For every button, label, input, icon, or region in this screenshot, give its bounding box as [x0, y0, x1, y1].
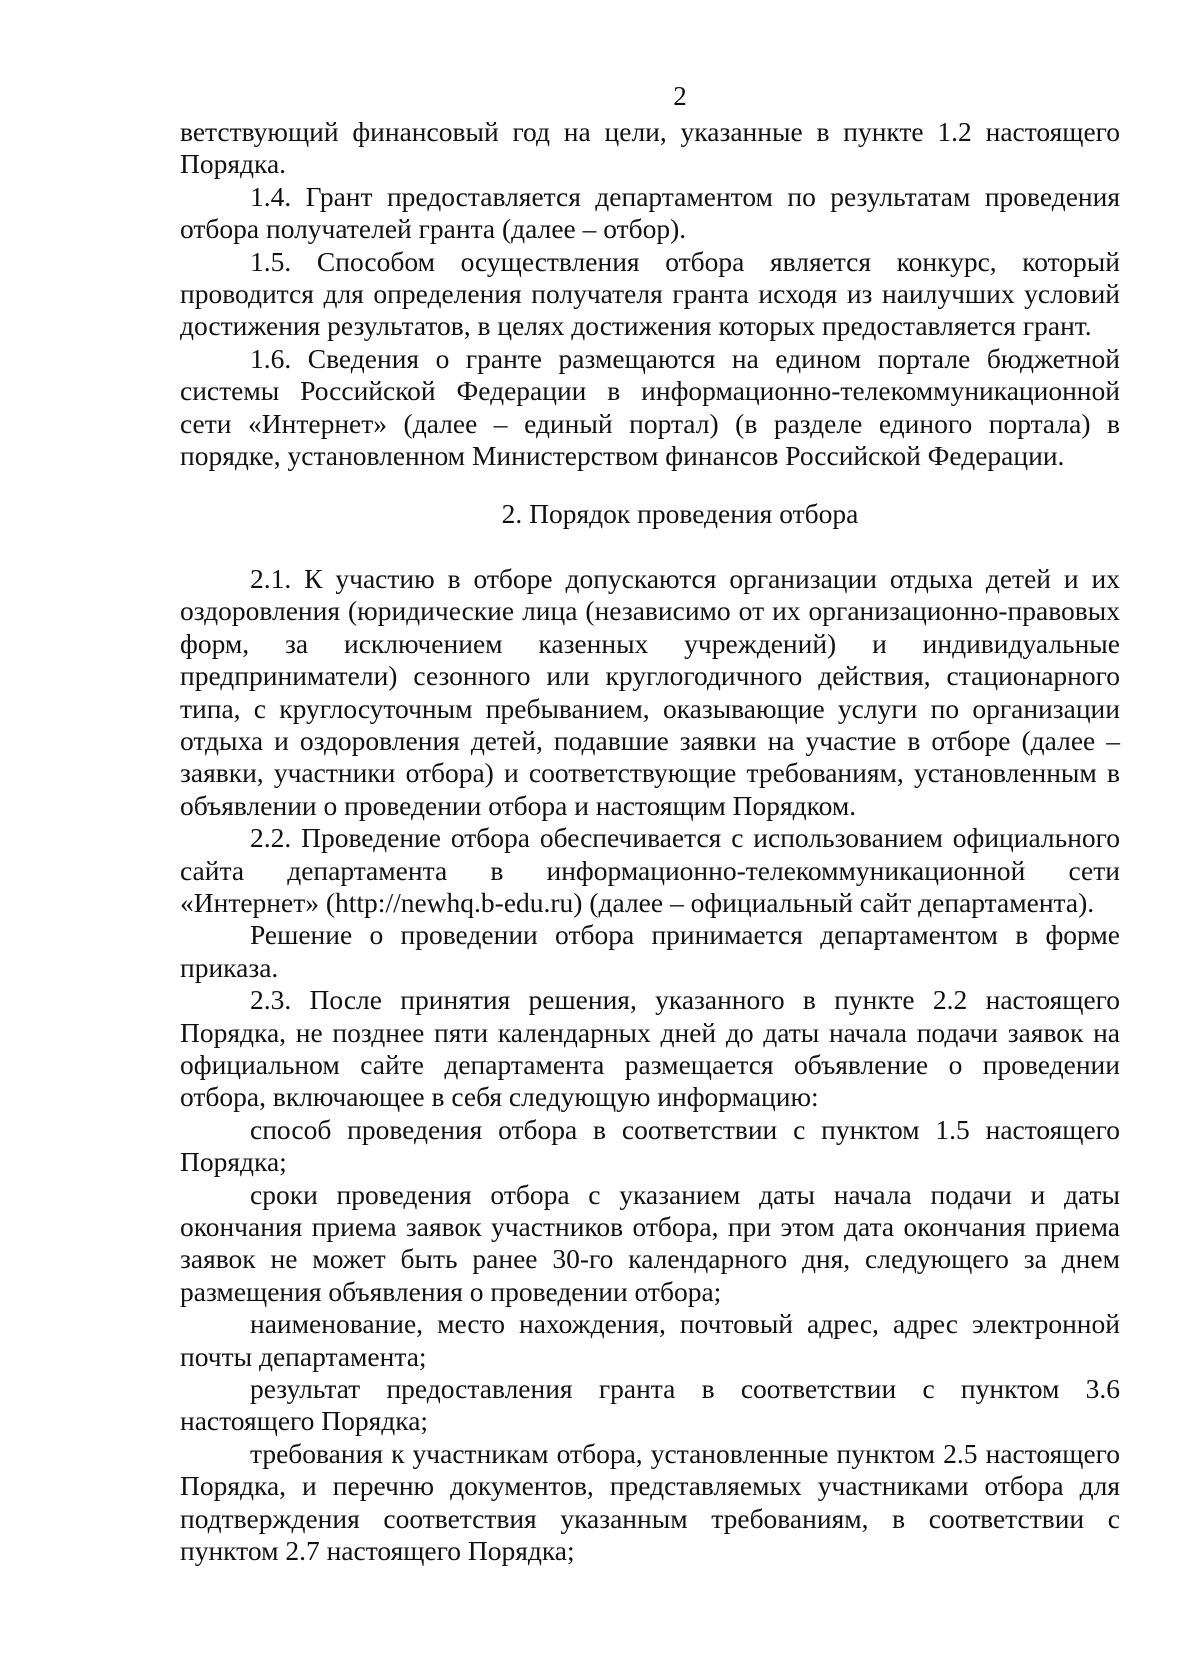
list-item-requirements: требования к участникам отбора, установленные пунктом 2.5 настоящего Порядка, и перечню документов, представляемых участниками отбора для подтверждения соответствия указанным требованиям, в соответствии с пунктом 2.7 настоящего Порядка; — [180, 1437, 1120, 1567]
paragraph-2-1: 2.1. К участию в отборе допускаются организации отдыха детей и их оздоровления (юридические лица (независимо от их организационно-правовых форм, за исключением казенных учреждений) и индивидуальные предприниматели) сезонного или круглогодичного действия, стационарного типа, с круглосуточным пребыванием, оказывающие услуги по организации отдыха и оздоровления детей, подавшие заявки на участие в отборе (далее – заявки, участники отбора) и соответствующие требованиям, установленным в объявлении о проведении отбора и настоящим Порядком. — [180, 562, 1120, 821]
list-item-result: результат предоставления гранта в соответствии с пунктом 3.6 настоящего Порядка; — [180, 1373, 1120, 1437]
list-item-deadlines: сроки проведения отбора с указанием даты начала подачи и даты окончания приема заявок участников отбора, при этом дата окончания приема заявок не может быть ранее 30-го календарного дня, следующего за днем размещения объявления о проведении отбора; — [180, 1178, 1120, 1307]
section-1-body — [180, 116, 1120, 472]
list-item-method: способ проведения отбора в соответствии с пунктом 1.5 настоящего Порядка; — [180, 1113, 1120, 1178]
paragraph-1-4: 1.4. Грант предоставляется департаментом по результатам проведения отбора получателей гранта (далее – отбор). — [180, 180, 1120, 245]
paragraph-1-5: 1.5. Способом осуществления отбора является конкурс, который проводится для определения получателя гранта исходя из наилучших условий достижения результатов, в целях достижения которых предоставляется грант. — [180, 245, 1120, 342]
page-number: 2 — [673, 81, 687, 111]
document-page — [180, 78, 1120, 1567]
paragraph-decision: Решение о проведении отбора принимается департаментом в форме приказа. — [180, 919, 1120, 983]
paragraph-continuation: ветствующий финансовый год на цели, указанные в пункте 1.2 настоящего Порядка. — [180, 116, 1120, 180]
section-2-body — [180, 563, 1120, 1568]
list-item-contacts: наименование, место нахождения, почтовый адрес, адрес электронной почты департамента; — [180, 1308, 1120, 1372]
paragraph-1-6: 1.6. Сведения о гранте размещаются на едином портале бюджетной системы Российской Федерации в информационно-телекоммуникационной сети «Интернет» (далее – единый портал) (в разделе единого портала) в порядке, установленном Министерством финансов Российской Федерации. — [180, 342, 1120, 472]
paragraph-2-3: 2.3. После принятия решения, указанного в пункте 2.2 настоящего Порядка, не позднее пяти календарных дней до даты начала подачи заявок на официальном сайте департамента размещается объявление о проведении отбора, включающее в себя следующую информацию: — [180, 984, 1120, 1113]
paragraph-2-2: 2.2. Проведение отбора обеспечивается с использованием официального сайта департамента в информационно-телекоммуникационной сети «Интернет» (http://newhq.b-edu.ru) (далее – официальный сайт департамента). — [180, 822, 1120, 918]
section-2-heading: 2. Порядок проведения отбора — [501, 498, 859, 530]
